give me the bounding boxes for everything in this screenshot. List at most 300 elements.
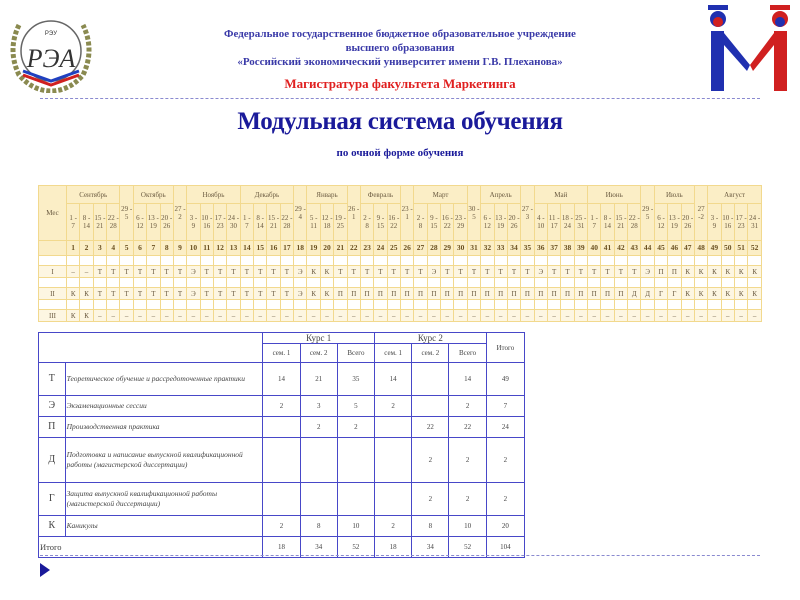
empty-cell [561,256,574,266]
activity-cell: Т [227,288,240,300]
activity-cell: Т [160,266,173,278]
activity-cell: Э [187,266,200,278]
empty-cell [240,256,253,266]
week-number: 6 [133,241,146,256]
activity-cell: Д [628,288,641,300]
empty-cell [80,300,93,310]
empty-cell [628,300,641,310]
activity-cell: Т [147,288,160,300]
week-number: 38 [561,241,574,256]
activity-cell: Т [360,266,373,278]
empty-cell [534,256,547,266]
week-number: 50 [721,241,734,256]
activity-value: 2 [412,438,449,483]
empty-header [39,333,263,363]
activity-cell: Т [280,288,293,300]
empty-cell [387,256,400,266]
week-number: 48 [694,241,707,256]
activity-value: 5 [337,396,374,417]
activity-cell: – [173,310,186,322]
activity-cell: П [467,288,480,300]
activity-value: 21 [300,363,337,396]
week-dates: 9 - 15 [374,204,387,241]
activity-value: 2 [449,438,486,483]
activity-cell: К [721,266,734,278]
empty-cell [294,256,307,266]
empty-cell [734,300,747,310]
week-number: 43 [628,241,641,256]
semester-header: сем. 2 [300,344,337,363]
empty-cell [133,278,146,288]
activity-cell: – [561,310,574,322]
week-number: 9 [173,241,186,256]
activity-cell: К [80,310,93,322]
activity-cell: К [734,288,747,300]
activity-cell: Т [107,288,120,300]
activity-cell: – [67,266,80,278]
empty-cell [93,256,106,266]
semester-header: сем. 1 [375,344,412,363]
empty-cell [360,256,373,266]
week-number: 47 [681,241,694,256]
empty-cell [721,278,734,288]
week-number: 26 [400,241,413,256]
week-dates: 29 - 5 [641,186,654,241]
week-number: 49 [708,241,721,256]
activity-cell: Т [173,266,186,278]
activity-value [375,438,412,483]
activity-cell: К [694,266,707,278]
course-label: I [39,266,67,278]
semester-header: Всего [337,344,374,363]
week-dates: 22 - 28 [107,204,120,241]
activity-cell: К [708,288,721,300]
empty-cell [588,256,601,266]
activity-cell: – [187,310,200,322]
activity-cell: – [467,310,480,322]
empty-cell [547,278,560,288]
empty-cell [147,278,160,288]
week-dates: 5 - 11 [307,204,320,241]
week-dates: 8 - 14 [80,204,93,241]
empty-cell [307,300,320,310]
empty-cell [213,256,226,266]
activity-value: 2 [263,396,300,417]
activity-cell: Э [294,288,307,300]
activity-cell: Т [160,288,173,300]
activity-value: 2 [412,483,449,516]
activity-cell: – [641,310,654,322]
empty-cell [173,300,186,310]
week-dates: 4 - 10 [534,204,547,241]
activity-cell: К [320,266,333,278]
week-dates: 24 - 30 [227,204,240,241]
empty-cell [254,278,267,288]
empty-cell [734,278,747,288]
empty-cell [427,300,440,310]
activity-value: 2 [449,396,486,417]
empty-cell [561,300,574,310]
week-number: 18 [294,241,307,256]
week-dates: 23 - 29 [454,204,467,241]
activity-cell: – [334,310,347,322]
activity-cell: П [654,266,667,278]
activity-cell: – [734,310,747,322]
empty-cell [267,256,280,266]
week-number: 10 [187,241,200,256]
empty-cell [494,278,507,288]
summary-table [38,332,525,558]
week-number: 8 [160,241,173,256]
activity-cell: Г [668,288,681,300]
activity-cell: Т [454,266,467,278]
month-label: Октябрь [133,186,173,204]
activity-cell: – [147,310,160,322]
activity-cell: – [574,310,587,322]
week-number: 40 [588,241,601,256]
week-number: 17 [280,241,293,256]
empty-cell [574,300,587,310]
week-dates: 27 - 2 [173,186,186,241]
empty-cell [320,256,333,266]
activity-cell: – [628,310,641,322]
activity-cell: П [347,288,360,300]
activity-cell: – [507,310,520,322]
empty-cell [254,300,267,310]
week-number: 41 [601,241,614,256]
activity-value [263,483,300,516]
empty-cell [320,278,333,288]
week-dates: 20 - 26 [681,204,694,241]
month-label: Август [708,186,762,204]
total-value: 18 [375,537,412,558]
activity-cell: Т [467,266,480,278]
week-number: 28 [427,241,440,256]
empty-cell [748,300,762,310]
week-dates: 16 - 22 [387,204,400,241]
activity-cell: П [561,288,574,300]
activity-cell: Т [507,266,520,278]
summary-row [39,363,525,396]
empty-cell [454,278,467,288]
empty-cell [628,278,641,288]
empty-cell [213,278,226,288]
empty-cell [227,278,240,288]
academic-calendar-table [38,185,762,322]
total-value: 104 [486,537,524,558]
activity-cell: – [427,310,440,322]
activity-cell: Т [267,266,280,278]
empty-cell [267,278,280,288]
week-number: 20 [320,241,333,256]
empty-cell [427,256,440,266]
activity-cell: К [307,266,320,278]
week-dates: 20 - 26 [160,204,173,241]
activity-cell: Т [628,266,641,278]
activity-cell: П [507,288,520,300]
week-number: 45 [654,241,667,256]
summary-row [39,516,525,537]
empty-cell [441,278,454,288]
activity-value [300,438,337,483]
empty-cell [481,256,494,266]
empty-cell [213,300,226,310]
activity-code: Д [39,438,66,483]
activity-cell: К [694,288,707,300]
activity-cell: – [654,310,667,322]
week-dates: 17 - 23 [213,204,226,241]
week-number: 23 [360,241,373,256]
activity-cell: Т [213,266,226,278]
activity-cell: – [708,310,721,322]
activity-cell: Т [133,266,146,278]
empty-cell [654,278,667,288]
week-dates: 1 - 7 [588,204,601,241]
week-number: 52 [748,241,762,256]
empty-cell [414,256,427,266]
month-label: Июль [654,186,694,204]
empty-cell [347,300,360,310]
organization-name [120,27,680,69]
empty-cell [133,256,146,266]
empty-cell [294,278,307,288]
empty-cell [387,278,400,288]
empty-cell [494,256,507,266]
university-logo [5,5,97,93]
week-number: 25 [387,241,400,256]
activity-cell: – [160,310,173,322]
empty-cell [507,300,520,310]
faculty-name: Магистратура факультета Маркетинга [284,76,516,91]
empty-cell [120,278,133,288]
empty-cell [547,300,560,310]
empty-cell [280,300,293,310]
activity-cell: – [681,310,694,322]
activity-cell: П [521,288,534,300]
week-dates: 3 - 9 [187,204,200,241]
semester-header: Всего [449,344,486,363]
month-label: Март [414,186,467,204]
activity-cell: – [748,310,762,322]
course-label: II [39,288,67,300]
empty-cell [93,300,106,310]
week-number: 21 [334,241,347,256]
empty-cell [614,300,627,310]
activity-value: 10 [337,516,374,537]
week-dates: 18 - 24 [561,204,574,241]
activity-cell: Т [400,266,413,278]
activity-cell: Т [561,266,574,278]
empty-cell [574,278,587,288]
activity-value [412,396,449,417]
empty-cell [400,300,413,310]
empty-cell [748,278,762,288]
empty-cell [454,256,467,266]
empty-cell [187,278,200,288]
empty-cell [200,256,213,266]
activity-cell: Т [200,266,213,278]
activity-cell: Т [521,266,534,278]
activity-cell: – [80,266,93,278]
empty-cell [200,278,213,288]
activity-cell: – [547,310,560,322]
activity-cell: – [200,310,213,322]
activity-cell: Т [107,266,120,278]
empty-cell [547,256,560,266]
activity-value: 49 [486,363,524,396]
activity-cell: Т [213,288,226,300]
total-value: 34 [300,537,337,558]
week-number: 32 [481,241,494,256]
week-number: 14 [240,241,253,256]
empty-cell [307,256,320,266]
empty-cell [668,256,681,266]
week-dates: 13 - 19 [494,204,507,241]
activity-cell: К [708,266,721,278]
activity-description: Теоретическое обучение и рассредоточенные практики [65,363,263,396]
week-number: 46 [668,241,681,256]
activity-cell: Т [120,266,133,278]
empty-cell [360,278,373,288]
empty-cell [467,300,480,310]
week-dates: 1 - 7 [67,204,80,241]
activity-value: 2 [375,396,412,417]
activity-cell: Т [601,266,614,278]
week-dates: 13 - 19 [147,204,160,241]
total-header: Итого [486,333,524,363]
activity-value [375,483,412,516]
empty-cell [360,300,373,310]
activity-cell: К [681,288,694,300]
activity-value: 8 [300,516,337,537]
week-number: 11 [200,241,213,256]
activity-cell: К [748,288,762,300]
activity-cell: П [374,288,387,300]
empty-cell [67,256,80,266]
activity-cell: Т [173,288,186,300]
month-label: Февраль [360,186,400,204]
activity-cell: – [494,310,507,322]
empty-cell [173,278,186,288]
activity-value: 35 [337,363,374,396]
empty-cell [521,300,534,310]
empty-cell [187,256,200,266]
activity-cell: Т [547,266,560,278]
week-dates: 9 - 15 [427,204,440,241]
month-label: Июнь [588,186,641,204]
activity-description: Экзаменационные сессии [65,396,263,417]
activity-description: Производственная практика [65,417,263,438]
empty-cell [147,256,160,266]
activity-value: 8 [412,516,449,537]
empty-cell [227,256,240,266]
activity-cell: Э [534,266,547,278]
week-number: 4 [107,241,120,256]
week-number: 44 [641,241,654,256]
total-value: 18 [263,537,300,558]
activity-cell: П [427,288,440,300]
week-number: 31 [467,241,480,256]
activity-cell: – [521,310,534,322]
empty-cell [80,256,93,266]
empty-cell [400,256,413,266]
months-row [39,186,762,204]
empty-cell [481,300,494,310]
activity-value [375,417,412,438]
activity-cell: П [414,288,427,300]
month-label: Сентябрь [67,186,120,204]
week-number: 42 [614,241,627,256]
activity-cell: Э [187,288,200,300]
activity-value [263,417,300,438]
activity-code: Г [39,483,66,516]
week-dates: 26 - 1 [347,186,360,241]
empty-cell [467,256,480,266]
activity-cell: Т [200,288,213,300]
svg-text:РЭУ: РЭУ [44,31,58,37]
course-label: III [39,310,67,322]
activity-cell: Т [280,266,293,278]
week-number-spacer [39,241,67,256]
empty-cell [67,278,80,288]
empty-cell [574,256,587,266]
activity-value: 14 [375,363,412,396]
next-slide-arrow-icon[interactable] [40,563,50,577]
activity-cell: – [240,310,253,322]
activity-value: 2 [375,516,412,537]
activity-value: 2 [486,438,524,483]
activity-cell: П [574,288,587,300]
empty-cell [107,278,120,288]
activity-cell: – [213,310,226,322]
empty-cell [133,300,146,310]
empty-cell [481,278,494,288]
activity-cell: К [80,288,93,300]
course-row [39,266,762,278]
svg-text:РЭА: РЭА [26,44,76,73]
month-header-label: Мес [39,186,67,241]
empty-cell [414,278,427,288]
empty-cell [160,278,173,288]
week-dates: 8 - 14 [601,204,614,241]
empty-cell [334,278,347,288]
month-label: Декабрь [240,186,293,204]
activity-cell: – [360,310,373,322]
empty-cell [39,300,67,310]
activity-cell: Т [120,288,133,300]
empty-cell [694,278,707,288]
empty-cell [374,278,387,288]
activity-code: П [39,417,66,438]
spacer-row [39,300,762,310]
empty-cell [641,300,654,310]
activity-cell: – [267,310,280,322]
week-dates: 8 - 14 [254,204,267,241]
empty-cell [654,300,667,310]
empty-cell [748,256,762,266]
activity-cell: Т [414,266,427,278]
empty-cell [588,300,601,310]
week-dates: 19 - 25 [334,204,347,241]
empty-cell [694,256,707,266]
week-dates: 27 -2 [694,186,707,241]
week-number: 36 [534,241,547,256]
activity-cell: П [494,288,507,300]
week-number: 16 [267,241,280,256]
spacer-row [39,278,762,288]
week-number: 13 [227,241,240,256]
empty-cell [240,278,253,288]
